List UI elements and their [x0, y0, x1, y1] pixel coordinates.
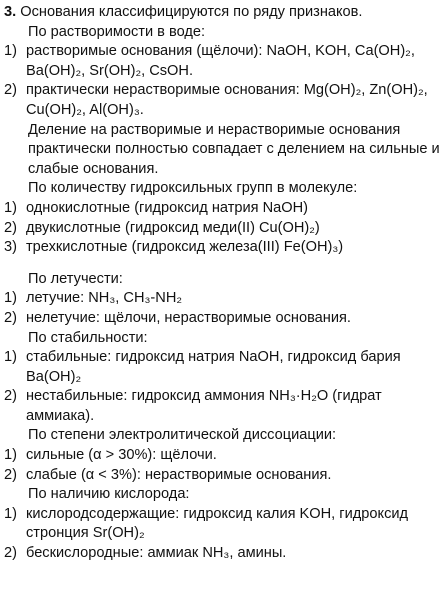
item-number: 2) — [4, 466, 17, 483]
oxygen-item-2: бескислородные: аммиак NH₃, амины. — [26, 545, 287, 562]
list-item — [4, 544, 444, 564]
item-number: 3) — [4, 239, 17, 256]
item-number: 2) — [4, 309, 17, 326]
item-number: 2) — [4, 388, 17, 405]
list-item — [4, 466, 444, 486]
list-item — [4, 42, 444, 81]
hydroxyl-item-1: однокислотные (гидроксид натрия NaOH) — [26, 199, 309, 216]
list-item — [4, 219, 444, 239]
volatility-item-1: летучие: NH₃, CH₃-NH₂ — [26, 290, 183, 307]
section-heading-text: Основания классифицируются по ряду признаков. — [20, 4, 363, 20]
section-heading — [4, 3, 444, 23]
item-number: 2) — [4, 82, 17, 99]
volatility-item-2: нелетучие: щёлочи, нерастворимые основания. — [26, 309, 351, 326]
item-number: 1) — [4, 199, 17, 216]
volatility-title: По летучести: — [28, 270, 123, 287]
dissociation-item-1: сильные (α > 30%): щёлочи. — [26, 447, 217, 464]
item-number: 1) — [4, 505, 17, 522]
list-item — [4, 446, 444, 466]
list-item — [4, 505, 444, 544]
list-item — [4, 387, 444, 426]
list-item — [4, 238, 444, 258]
dissociation-title: По степени электролитической диссоциации: — [28, 427, 337, 444]
oxygen-item-1: кислородсодержащие: гидроксид калия KOH, гидроксид стронция Sr(OH)₂ — [26, 505, 409, 542]
solubility-note: Деление на растворимые и нерастворимые основания практически полностью совпадает с делением на сильные и слабые основания. — [28, 121, 440, 177]
item-number: 1) — [4, 447, 17, 464]
hydroxyl-item-3: трехкислотные (гидроксид железа(III) Fe(OH)₃) — [26, 239, 344, 256]
section-gap — [4, 258, 444, 270]
item-number: 2) — [4, 545, 17, 562]
solubility-title: По растворимости в воде: — [28, 23, 206, 40]
oxygen-title: По наличию кислорода: — [28, 486, 190, 503]
hydroxyl-title: По количеству гидроксильных групп в молекуле: — [28, 180, 358, 197]
section-number: 3. — [4, 4, 17, 20]
list-item — [4, 309, 444, 329]
item-number: 1) — [4, 349, 17, 366]
solubility-item-1: растворимые основания (щёлочи): NaOH, KOH, Ca(OH)₂, Ba(OH)₂, Sr(OH)₂, CsOH. — [26, 43, 415, 79]
list-item — [4, 81, 444, 120]
item-number: 2) — [4, 219, 17, 236]
item-number: 1) — [4, 43, 17, 60]
stability-title: По стабильности: — [28, 329, 148, 346]
list-item — [4, 199, 444, 219]
stability-item-1: стабильные: гидроксид натрия NaOH, гидроксид бария Ba(OH)₂ — [26, 349, 401, 385]
solubility-item-2: практически нерастворимые основания: Mg(OH)₂, Zn(OH)₂, Cu(OH)₂, Al(OH)₃. — [26, 82, 428, 118]
hydroxyl-item-2: двукислотные (гидроксид меди(II) Cu(OH)₂) — [26, 219, 320, 236]
list-item — [4, 348, 444, 387]
stability-item-2: нестабильные: гидроксид аммония NH₃·H₂O (гидрат аммиака). — [26, 388, 382, 424]
item-number: 1) — [4, 290, 17, 307]
list-item — [4, 289, 444, 309]
dissociation-item-2: слабые (α < 3%): нерастворимые основания. — [26, 466, 332, 483]
